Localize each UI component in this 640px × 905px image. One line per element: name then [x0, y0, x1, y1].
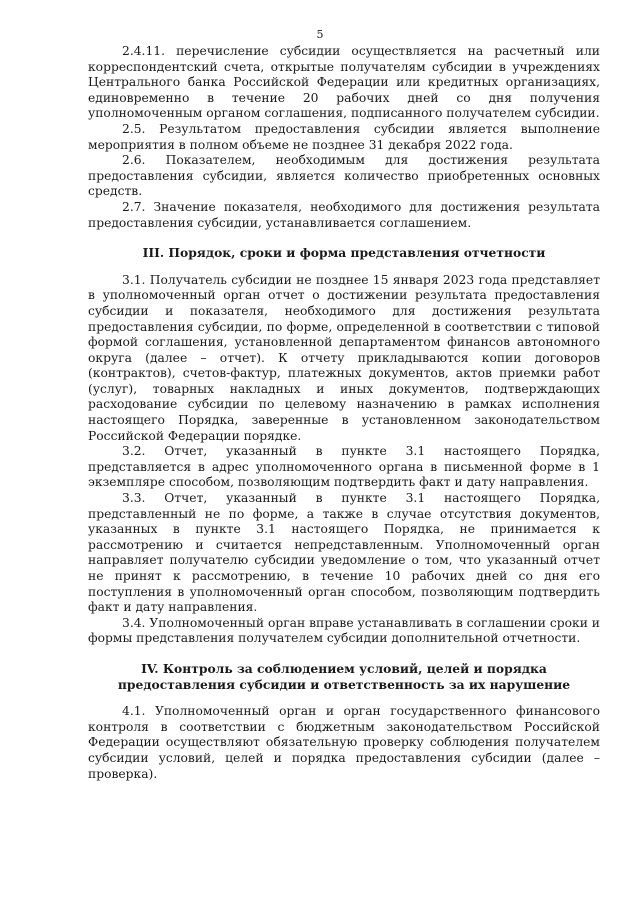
section-4-heading-line-1: IV. Контроль за соблюдением условий, целей и порядка: [141, 660, 547, 676]
paragraph-3-2: 3.2. Отчет, указанный в пункте 3.1 настоящего Порядка, представляется в адрес уполномоченного органа в письменной форме в 1 экземпляре способом, позволяющим подтвердить факт и дату направления.: [88, 444, 600, 490]
paragraph-2-4-11: 2.4.11. перечисление субсидии осуществляется на расчетный или корреспондентский счета, открытые получателям субсидии в учреждениях Центрального банка Российской Федерации или кредитных организациях, единовременно в течение 20 рабочих дней со дня получения уполномоченным органом соглашения, подписанного получателем субсидии.: [88, 44, 600, 121]
spacer: [88, 647, 600, 661]
spacer: [88, 692, 600, 704]
paragraph-3-4: 3.4. Уполномоченный орган вправе устанавливать в соглашении сроки и формы представления получателем субсидии дополнительной отчетности.: [88, 615, 600, 646]
page-number: 5: [316, 28, 324, 41]
spacer: [88, 261, 600, 273]
spacer: [88, 231, 600, 245]
paragraph-3-3: 3.3. Отчет, указанный в пункте 3.1 настоящего Порядка, представленный не по форме, а также в случае отсутствия документов, указанных в пункте 3.1 настоящего Порядка, не принимается к рассмотрению и считается непредставленным. Уполномоченный орган направляет получателю субсидии уведомление о том, что указанный отчет не принят к рассмотрению, в течение 10 рабочих дней со дня его поступления в уполномоченный орган способом, позволяющим подтвердить факт и дату направления.: [88, 491, 600, 615]
document-body: [88, 44, 600, 782]
paragraph-2-5: 2.5. Результатом предоставления субсидии является выполнение мероприятия в полном объеме не позднее 31 декабря 2022 года.: [88, 121, 600, 152]
paragraph-2-7: 2.7. Значение показателя, необходимого для достижения результата предоставления субсидии, устанавливается соглашением.: [88, 199, 600, 230]
section-3-heading: III. Порядок, сроки и форма представления отчетности: [142, 245, 546, 261]
section-4-heading-line-2: предоставления субсидии и ответственность за их нарушение: [117, 676, 571, 692]
paragraph-2-6: 2.6. Показателем, необходимым для достижения результата предоставления субсидии, является количество приобретенных основных средств.: [88, 153, 600, 199]
paragraph-3-1: 3.1. Получатель субсидии не позднее 15 января 2023 года представляет в уполномоченный орган отчет о достижении результата предоставления субсидии и показателя, необходимого для достижения результата предоставления субсидии, по форме, определенной в соответствии с типовой формой соглашения, установленной департаментом финансов автономного округа (далее – отчет). К отчету прикладываются копии договоров (контрактов), счетов-фактур, платежных документов, актов приемки работ (услуг), товарных накладных и иных документов, подтверждающих расходование субсидии по целевому назначению в рамках исполнения настоящего Порядка, заверенные в установленном законодательством Российской Федерации порядке.: [88, 272, 600, 443]
paragraph-4-1: 4.1. Уполномоченный орган и орган государственного финансового контроля в соответствии с бюджетным законодательством Российской Федерации осуществляют обязательную проверку соблюдения получателем субсидии условий, целей и порядка предоставления субсидии (далее – проверка).: [88, 704, 600, 781]
